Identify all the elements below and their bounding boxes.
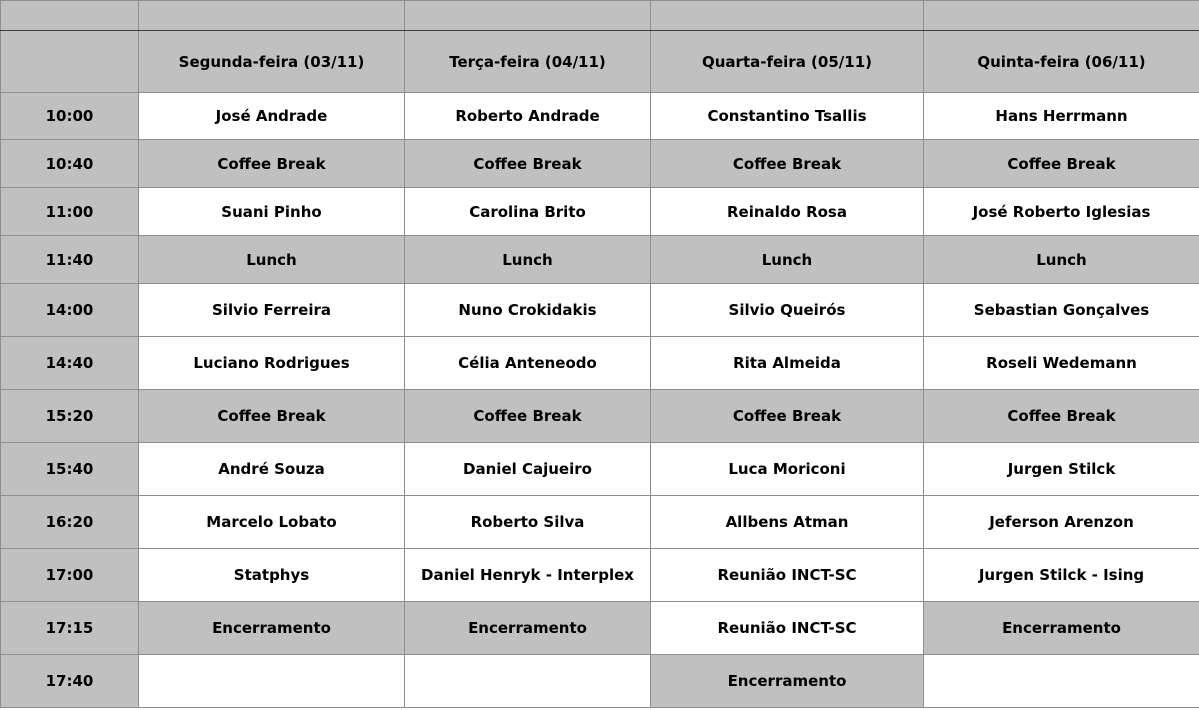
session-cell: Rita Almeida (651, 337, 924, 390)
session-cell: Coffee Break (651, 140, 924, 188)
schedule-row (1, 140, 1199, 188)
day-header-wednesday: Quarta-feira (05/11) (651, 31, 924, 93)
blank-cell (924, 1, 1199, 31)
session-cell: Suani Pinho (139, 188, 405, 236)
time-cell: 17:15 (1, 602, 139, 655)
session-cell: André Souza (139, 443, 405, 496)
day-header-tuesday: Terça-feira (04/11) (405, 31, 651, 93)
session-cell: Jurgen Stilck - Ising (924, 549, 1199, 602)
session-cell: Encerramento (405, 602, 651, 655)
session-cell (139, 655, 405, 708)
session-cell: Coffee Break (139, 140, 405, 188)
session-cell: Reunião INCT-SC (651, 549, 924, 602)
schedule-row (1, 496, 1199, 549)
time-cell: 17:00 (1, 549, 139, 602)
session-cell: José Andrade (139, 93, 405, 140)
session-cell: Coffee Break (139, 390, 405, 443)
session-cell: Marcelo Lobato (139, 496, 405, 549)
session-cell: Luca Moriconi (651, 443, 924, 496)
session-cell: Encerramento (139, 602, 405, 655)
session-cell: Coffee Break (405, 140, 651, 188)
schedule-row (1, 337, 1199, 390)
schedule-row (1, 549, 1199, 602)
session-cell: José Roberto Iglesias (924, 188, 1199, 236)
session-cell: Coffee Break (924, 140, 1199, 188)
schedule-row (1, 93, 1199, 140)
time-cell: 10:40 (1, 140, 139, 188)
session-cell: Daniel Henryk - Interplex (405, 549, 651, 602)
schedule-row (1, 284, 1199, 337)
session-cell: Coffee Break (405, 390, 651, 443)
time-cell: 10:00 (1, 93, 139, 140)
time-cell: 15:20 (1, 390, 139, 443)
session-cell: Sebastian Gonçalves (924, 284, 1199, 337)
time-header-cell (1, 31, 139, 93)
session-cell: Roseli Wedemann (924, 337, 1199, 390)
session-cell: Reunião INCT-SC (651, 602, 924, 655)
session-cell: Encerramento (651, 655, 924, 708)
time-cell: 11:40 (1, 236, 139, 284)
session-cell: Célia Anteneodo (405, 337, 651, 390)
session-cell: Lunch (139, 236, 405, 284)
session-cell: Luciano Rodrigues (139, 337, 405, 390)
session-cell: Allbens Atman (651, 496, 924, 549)
time-cell: 16:20 (1, 496, 139, 549)
top-blank-row (1, 1, 1199, 31)
time-cell: 15:40 (1, 443, 139, 496)
day-header-monday: Segunda-feira (03/11) (139, 31, 405, 93)
session-cell (405, 655, 651, 708)
time-cell: 11:00 (1, 188, 139, 236)
day-header-thursday: Quinta-feira (06/11) (924, 31, 1199, 93)
schedule-row (1, 602, 1199, 655)
session-cell: Lunch (924, 236, 1199, 284)
session-cell: Statphys (139, 549, 405, 602)
session-cell: Lunch (651, 236, 924, 284)
session-cell: Silvio Ferreira (139, 284, 405, 337)
time-cell: 14:40 (1, 337, 139, 390)
schedule-row (1, 188, 1199, 236)
session-cell: Hans Herrmann (924, 93, 1199, 140)
session-cell: Jurgen Stilck (924, 443, 1199, 496)
schedule-row (1, 236, 1199, 284)
session-cell: Lunch (405, 236, 651, 284)
blank-cell (405, 1, 651, 31)
session-cell (924, 655, 1199, 708)
session-cell: Reinaldo Rosa (651, 188, 924, 236)
time-cell: 17:40 (1, 655, 139, 708)
session-cell: Daniel Cajueiro (405, 443, 651, 496)
session-cell: Roberto Andrade (405, 93, 651, 140)
session-cell: Constantino Tsallis (651, 93, 924, 140)
day-header-row (1, 31, 1199, 93)
time-cell: 14:00 (1, 284, 139, 337)
schedule-row (1, 655, 1199, 708)
schedule-row (1, 390, 1199, 443)
session-cell: Encerramento (924, 602, 1199, 655)
session-cell: Nuno Crokidakis (405, 284, 651, 337)
session-cell: Carolina Brito (405, 188, 651, 236)
session-cell: Jeferson Arenzon (924, 496, 1199, 549)
schedule-row (1, 443, 1199, 496)
blank-cell (139, 1, 405, 31)
session-cell: Coffee Break (924, 390, 1199, 443)
session-cell: Coffee Break (651, 390, 924, 443)
blank-cell (1, 1, 139, 31)
session-cell: Silvio Queirós (651, 284, 924, 337)
session-cell: Roberto Silva (405, 496, 651, 549)
blank-cell (651, 1, 924, 31)
